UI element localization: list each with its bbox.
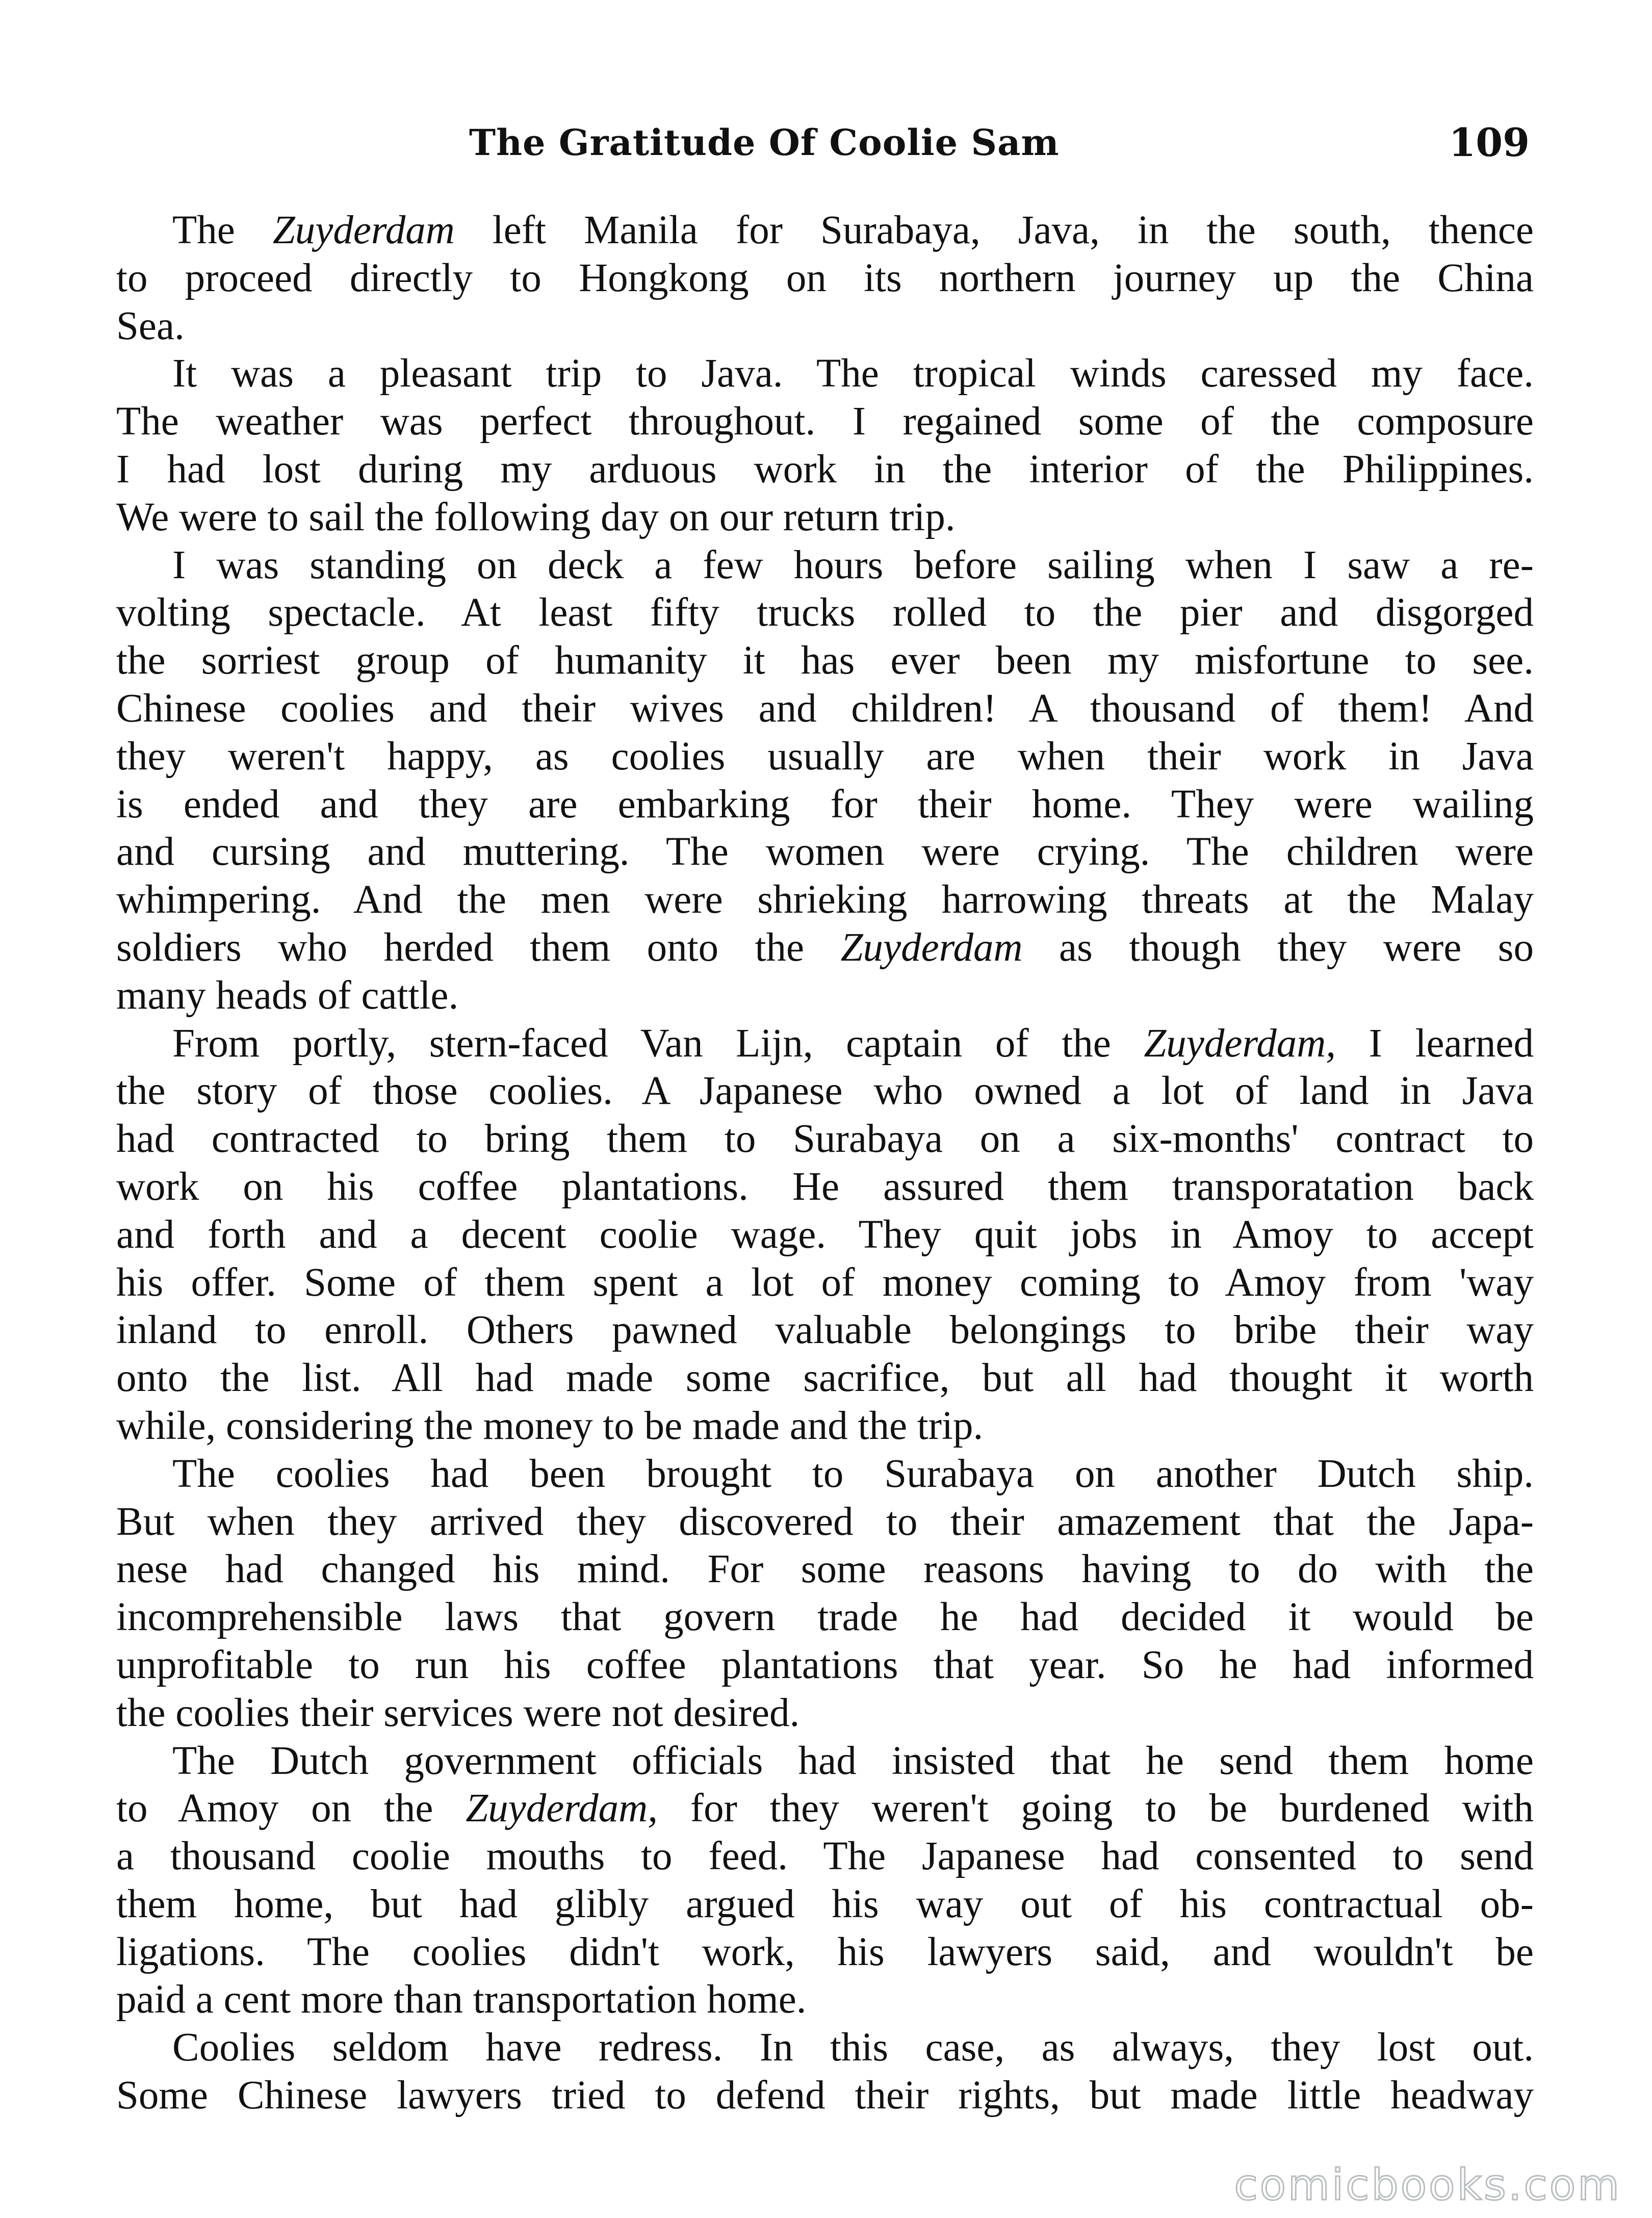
- text-line: I had lost during my arduous work in the interior of the Philippines.: [116, 447, 1534, 492]
- text-line: But when they arrived they discovered to their amazement that the Japa-: [116, 1499, 1534, 1544]
- paragraph: [116, 207, 1534, 350]
- text-line: to proceed directly to Hongkong on its northern journey up the China: [116, 255, 1534, 300]
- text-line: onto the list. All had made some sacrifice, but all had thought it worth: [116, 1356, 1534, 1401]
- text-line: soldiers who herded them onto the Zuyderdam as though they were so: [116, 925, 1534, 970]
- ship-name: Zuyderdam: [272, 208, 455, 252]
- text-line: whimpering. And the men were shrieking harrowing threats at the Malay: [116, 878, 1534, 922]
- paragraph: [116, 2024, 1534, 2120]
- chapter-title: The Gratitude Of Coolie Sam: [469, 121, 1060, 164]
- text-line: We were to sail the following day on our return trip.: [116, 495, 956, 539]
- body-text: [116, 207, 1534, 2120]
- text-line: a thousand coolie mouths to feed. The Japanese had consented to send: [116, 1834, 1534, 1879]
- paragraph: [116, 350, 1534, 541]
- text-line: unprofitable to run his coffee plantations that year. So he had informed: [116, 1642, 1534, 1687]
- running-head: [0, 117, 1652, 178]
- text-line: while, considering the money to be made and the trip.: [116, 1403, 984, 1448]
- text-line: many heads of cattle.: [116, 973, 459, 1018]
- ship-name: Zuyderdam,: [1144, 1021, 1336, 1066]
- text-line: Some Chinese lawyers tried to defend their rights, but made little headway: [116, 2073, 1534, 2118]
- text-line: incomprehensible laws that govern trade he had decided it would be: [116, 1595, 1534, 1640]
- watermark: comicbooks.com: [1234, 2160, 1621, 2210]
- text-line: and forth and a decent coolie wage. They quit jobs in Amoy to accept: [116, 1212, 1534, 1257]
- text-line: them home, but had glibly argued his way out of his contractual ob-: [116, 1881, 1534, 1926]
- text-line: and cursing and muttering. The women were crying. The children were: [116, 830, 1534, 874]
- text-line: The weather was perfect throughout. I regained some of the composure: [116, 399, 1534, 444]
- ship-name: Zuyderdam: [840, 925, 1023, 970]
- text-line: to Amoy on the Zuyderdam, for they weren't going to be burdened with: [116, 1786, 1534, 1831]
- text-line: I was standing on deck a few hours before sailing when I saw a re-: [172, 543, 1534, 587]
- text-line: The coolies had been brought to Surabaya on another Dutch ship.: [172, 1451, 1534, 1496]
- text-line: paid a cent more than transportation home.: [116, 1977, 807, 2022]
- paragraph: [116, 541, 1534, 1020]
- text-line: Chinese coolies and their wives and children! A thousand of them! And: [116, 686, 1534, 731]
- text-line: Sea.: [116, 303, 185, 348]
- text-line: they weren't happy, as coolies usually are when their work in Java: [116, 734, 1534, 779]
- text-line: the sorriest group of humanity it has ever been my misfortune to see.: [116, 638, 1534, 683]
- text-line: ligations. The coolies didn't work, his lawyers said, and wouldn't be: [116, 1929, 1534, 1974]
- text-line: had contracted to bring them to Surabaya on a six-months' contract to: [116, 1117, 1534, 1162]
- text-line: volting spectacle. At least fifty trucks rolled to the pier and disgorged: [116, 590, 1534, 635]
- text-line: the story of those coolies. A Japanese who owned a lot of land in Java: [116, 1069, 1534, 1114]
- text-line: nese had changed his mind. For some reasons having to do with the: [116, 1547, 1534, 1592]
- text-line: his offer. Some of them spent a lot of money coming to Amoy from 'way: [116, 1260, 1534, 1305]
- text-line: the coolies their services were not desired.: [116, 1690, 800, 1735]
- text-line: From portly, stern-faced Van Lijn, captain of the Zuyderdam, I learned: [172, 1021, 1534, 1066]
- text-line: It was a pleasant trip to Java. The tropical winds caressed my face.: [172, 351, 1534, 396]
- page-number: 109: [1449, 120, 1530, 165]
- text-line: inland to enroll. Others pawned valuable belongings to bribe their way: [116, 1308, 1534, 1353]
- text-line: work on his coffee plantations. He assured them transporatation back: [116, 1164, 1534, 1209]
- text-line: The Zuyderdam left Manila for Surabaya, Java, in the south, thence: [172, 208, 1534, 252]
- paragraph: [116, 1020, 1534, 1450]
- ship-name: Zuyderdam,: [466, 1786, 658, 1831]
- paragraph: [116, 1737, 1534, 2024]
- text-line: The Dutch government officials had insisted that he send them home: [172, 1738, 1534, 1783]
- paragraph: [116, 1450, 1534, 1737]
- text-line: Coolies seldom have redress. In this case, as always, they lost out.: [172, 2025, 1534, 2070]
- text-line: is ended and they are embarking for their home. They were wailing: [116, 782, 1534, 827]
